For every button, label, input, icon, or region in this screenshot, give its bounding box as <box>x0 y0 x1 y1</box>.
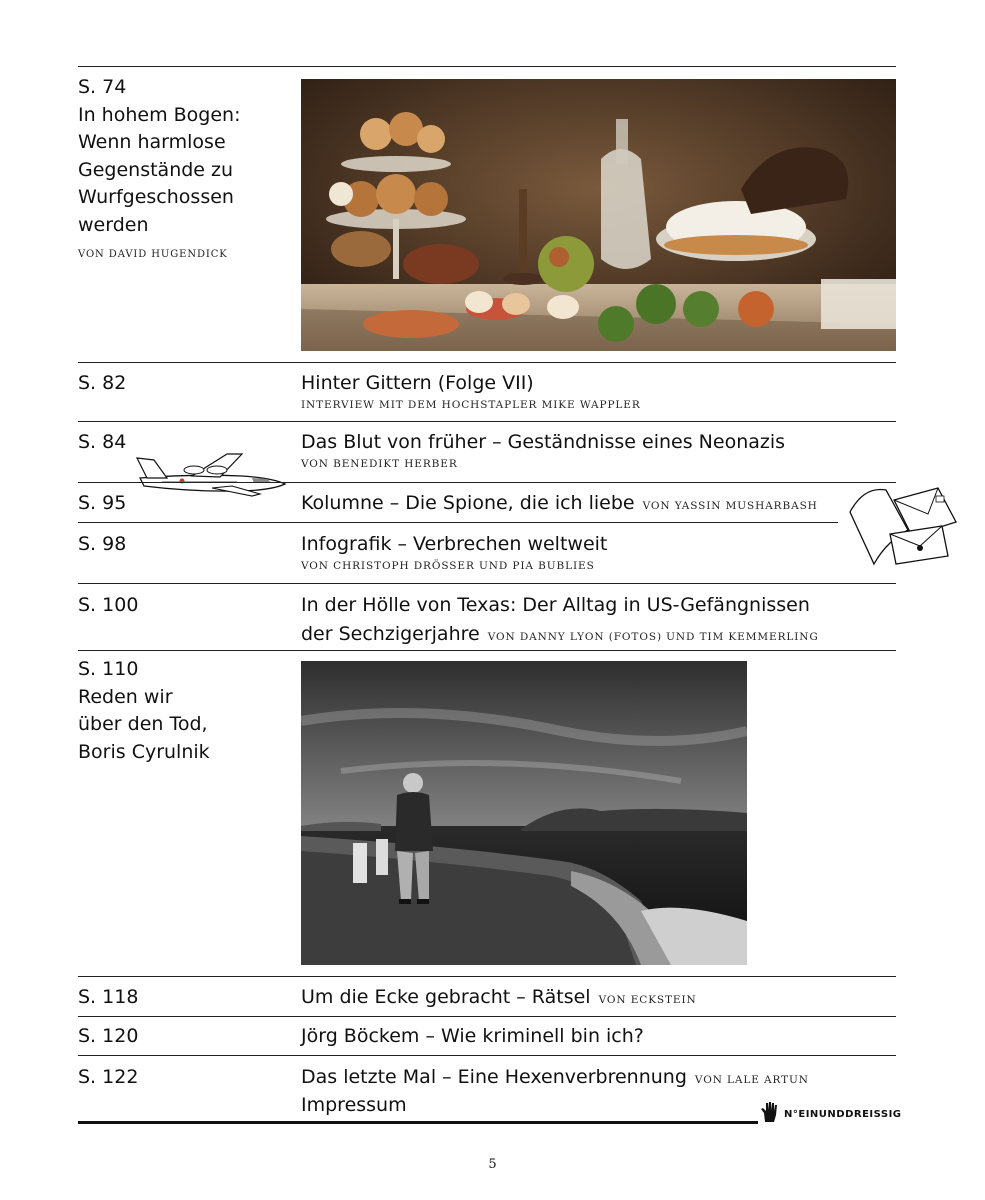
envelopes-icon <box>846 484 960 572</box>
toc-item-110[interactable] <box>78 656 278 766</box>
toc-page-number: S. 100 <box>78 594 139 616</box>
still-life-photo <box>301 79 896 351</box>
toc-title: Um die Ecke gebracht – Rätsel <box>301 986 591 1008</box>
toc-title-line: Wenn harmlose <box>78 131 226 153</box>
toc-page-number: S. 82 <box>78 372 127 394</box>
divider <box>78 1055 896 1056</box>
toc-title[interactable]: Infografik – Verbrechen weltweit <box>301 533 608 555</box>
divider <box>78 583 896 584</box>
toc-byline: INTERVIEW MIT DEM HOCHSTAPLER MIKE WAPPLER <box>301 399 641 411</box>
toc-title: Das letzte Mal – Eine Hexenverbrennung <box>301 1066 687 1088</box>
toc-byline: VON LALE ARTUN <box>694 1074 809 1086</box>
toc-byline: VON BENEDIKT HERBER <box>301 458 458 470</box>
portrait-photo <box>301 661 747 965</box>
toc-item-100-line2[interactable] <box>301 620 819 651</box>
toc-page-number: S. 118 <box>78 986 139 1008</box>
toc-page-number: S. 74 <box>78 76 127 98</box>
toc-title[interactable]: Jörg Böckem – Wie kriminell bin ich? <box>301 1025 644 1047</box>
toc-page-number: S. 98 <box>78 533 127 555</box>
divider <box>78 482 896 483</box>
toc-item-74[interactable] <box>78 74 278 269</box>
page-number: 5 <box>488 1157 497 1172</box>
toc-title[interactable]: In der Hölle von Texas: Der Alltag in US-Gefängnissen <box>301 594 810 616</box>
toc-item-118-row[interactable] <box>301 983 697 1014</box>
toc-byline: VON ECKSTEIN <box>598 994 697 1006</box>
toc-page-number: S. 110 <box>78 658 139 680</box>
toc-title-line: Wurfgeschossen <box>78 186 234 208</box>
toc-title-line: werden <box>78 213 149 236</box>
toc-title-impressum[interactable]: Impressum <box>301 1094 407 1116</box>
toc-item-95-row[interactable] <box>301 489 818 520</box>
toc-byline: VON CHRISTOPH DRÖSSER UND PIA BUBLIES <box>301 560 595 572</box>
brand-text: N°EINUNDDREISSIG <box>784 1108 902 1120</box>
toc-byline: VON DANNY LYON (FOTOS) UND TIM KEMMERLING <box>487 631 819 643</box>
toc-title-line: Boris Cyrulnik <box>78 740 210 763</box>
toc-page-number: S. 120 <box>78 1025 139 1047</box>
toc-item-122-row[interactable] <box>301 1063 809 1094</box>
divider <box>78 421 896 422</box>
toc-title[interactable]: Hinter Gittern (Folge VII) <box>301 372 534 394</box>
divider <box>78 362 896 363</box>
toc-page-number: S. 84 <box>78 431 127 453</box>
toc-byline: VON DAVID HUGENDICK <box>78 249 228 260</box>
divider <box>78 66 896 67</box>
toc-title-line: Reden wir <box>78 685 173 708</box>
toc-title[interactable]: Das Blut von früher – Geständnisse eines Neonazis <box>301 431 786 453</box>
divider <box>78 522 838 523</box>
footer-rule <box>78 1121 758 1124</box>
toc-page-number: S. 122 <box>78 1066 139 1088</box>
hand-icon <box>760 1101 780 1127</box>
divider <box>78 1016 896 1017</box>
divider <box>78 650 896 651</box>
brand-mark <box>760 1101 902 1127</box>
toc-byline: VON YASSIN MUSHARBASH <box>642 500 818 512</box>
toc-title: Kolumne – Die Spione, die ich liebe <box>301 492 635 514</box>
toc-title-line: der Sechzigerjahre <box>301 623 480 645</box>
toc-title-line: über den Tod, <box>78 713 208 735</box>
toc-title-line: Gegenstände zu <box>78 158 234 181</box>
toc-title-line: In hohem Bogen: <box>78 103 241 126</box>
toc-page-number: S. 95 <box>78 492 127 514</box>
airplane-icon <box>132 448 290 504</box>
divider <box>78 976 896 977</box>
